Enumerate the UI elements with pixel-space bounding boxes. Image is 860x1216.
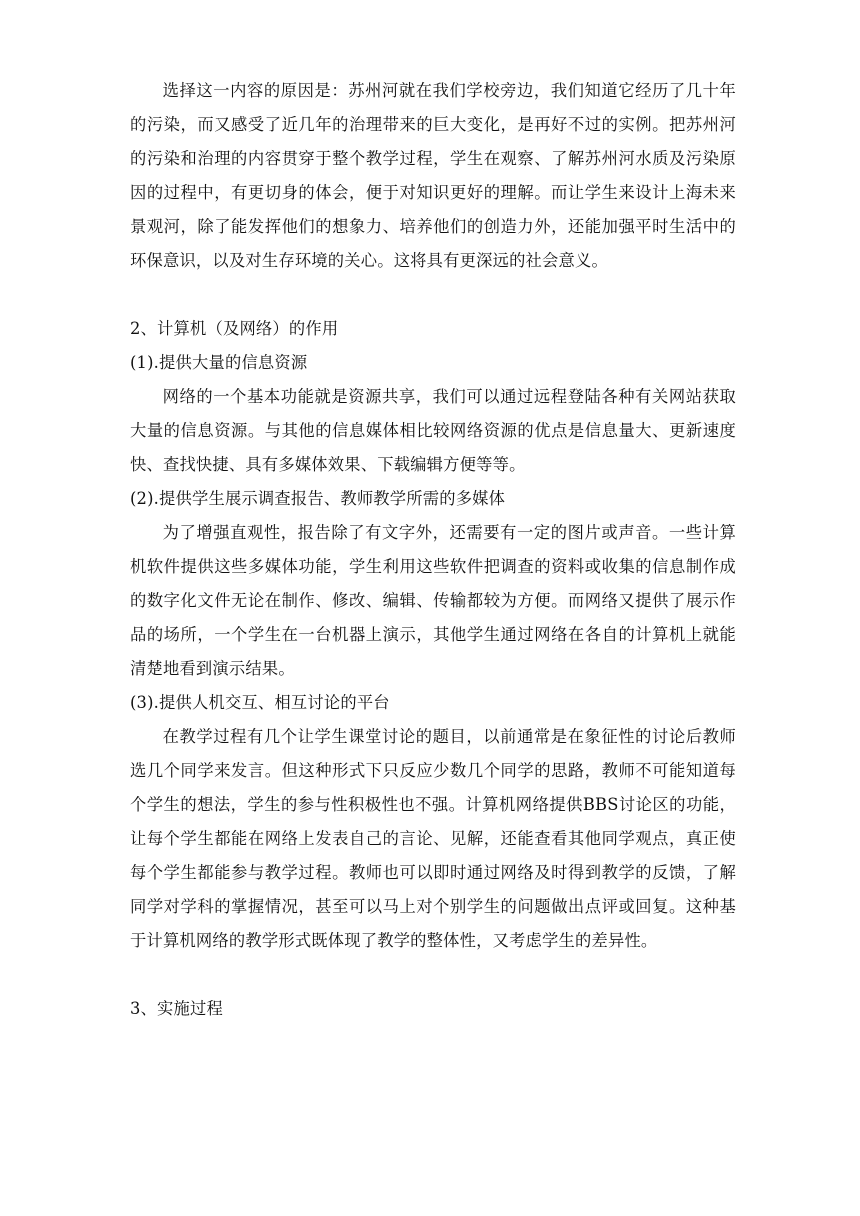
section-2-heading: 2、计算机（及网络）的作用 — [130, 319, 339, 338]
section-3-heading: 3、实施过程 — [130, 999, 223, 1018]
section-spacer — [130, 278, 736, 312]
subsection-1-paragraph: 网络的一个基本功能就是资源共享，我们可以通过远程登陆各种有关网站获取大量的信息资源。与其他的信息媒体相比较网络资源的优点是信息量大、更新速度快、查找快捷、具有多媒体效果、下载编辑方便等等。 — [130, 387, 736, 474]
subsection-3-heading: (3).提供人机交互、相互讨论的平台 — [130, 693, 390, 712]
subsection-3-paragraph: 在教学过程有几个让学生课堂讨论的题目，以前通常是在象征性的讨论后教师选几个同学来发言。但这种形式下只反应少数几个同学的思路，教师不可能知道每个学生的想法，学生的参与性积极性也不强。计算机网络提供BBS讨论区的功能，让每个学生都能在网络上发表自己的言论、见解，还能查看其他同学观点，真正使每个学生都能参与教学过程。教师也可以即时通过网络及时得到教学的反馈，了解同学对学科的掌握情况，甚至可以马上对个别学生的问题做出点评或回复。这种基于计算机网络的教学形式既体现了教学的整体性，又考虑学生的差异性。 — [130, 727, 736, 950]
intro-paragraph: 选择这一内容的原因是：苏州河就在我们学校旁边，我们知道它经历了几十年的污染，而又感受了近几年的治理带来的巨大变化，是再好不过的实例。把苏州河的污染和治理的内容贯穿于整个教学过程，学生在观察、了解苏州河水质及污染原因的过程中，有更切身的体会，便于对知识更好的理解。而让学生来设计上海未来景观河，除了能发挥他们的想象力、培养他们的创造力外，还能加强平时生活中的环保意识，以及对生存环境的关心。这将具有更深远的社会意义。 — [130, 81, 736, 270]
section-spacer — [130, 958, 736, 992]
subsection-2-heading: (2).提供学生展示调查报告、教师教学所需的多媒体 — [130, 489, 506, 508]
subsection-2-paragraph: 为了增强直观性，报告除了有文字外，还需要有一定的图片或声音。一些计算机软件提供这些多媒体功能，学生利用这些软件把调查的资料或收集的信息制作成的数字化文件无论在制作、修改、编辑、传输都较为方便。而网络又提供了展示作品的场所，一个学生在一台机器上演示，其他学生通过网络在各自的计算机上就能清楚地看到演示结果。 — [130, 523, 736, 678]
subsection-1-heading: (1).提供大量的信息资源 — [130, 353, 308, 372]
